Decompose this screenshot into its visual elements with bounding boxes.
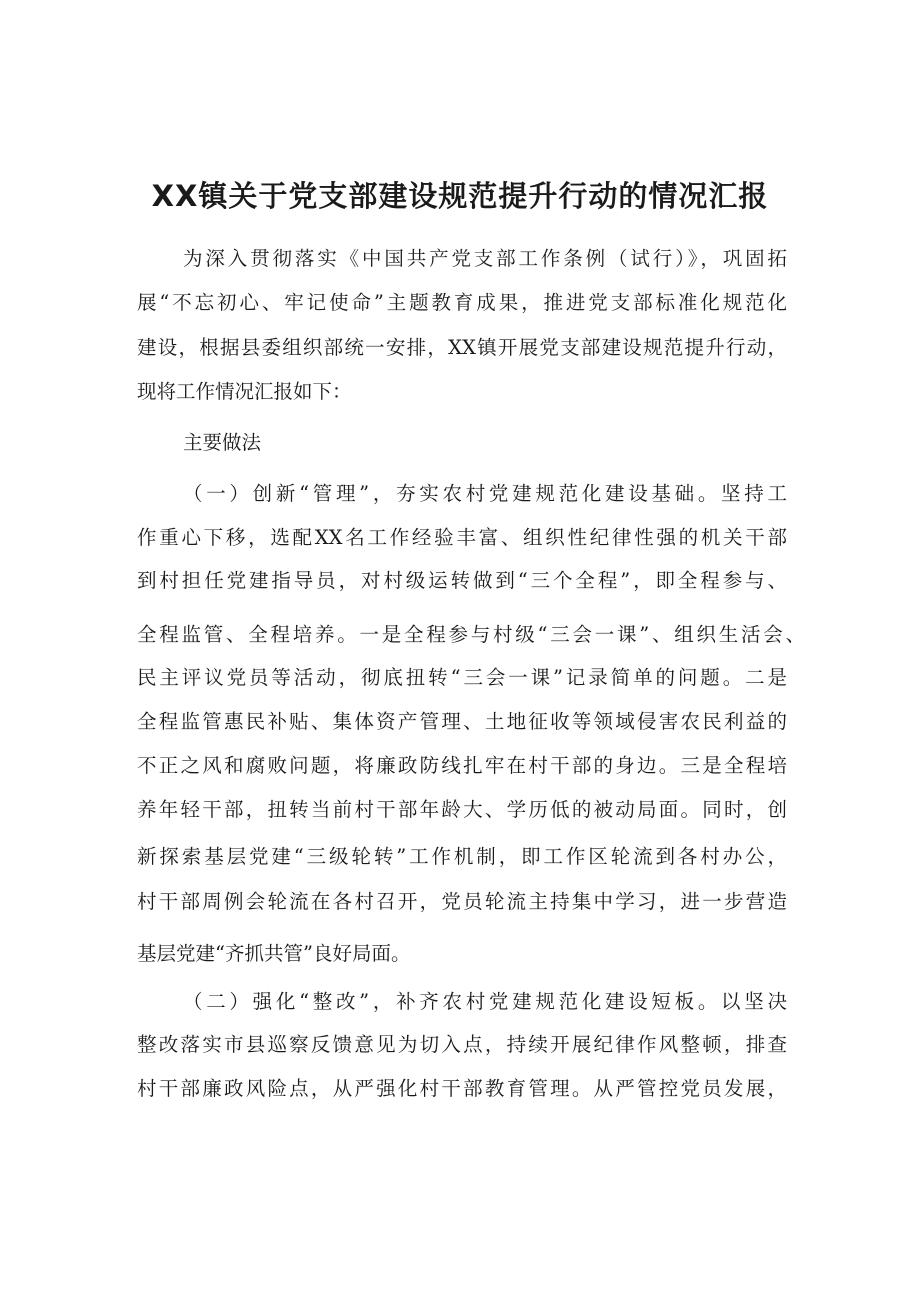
paragraph-one-line-11: 基层党建“齐抓共管”良好局面。	[137, 942, 411, 965]
paragraph-one-line-7: 不正之风和腐败问题，将廉政防线扎牢在村干部的身边。三是全程培	[137, 754, 787, 777]
paragraph-one-line-1: （一）创新“管理”，夯实农村党建规范化建设基础。坚持工	[183, 482, 787, 505]
paragraph-two-line-1: （二）强化“整改”，补齐农村党建规范化建设短板。以坚决	[183, 990, 787, 1013]
intro-line-4: 现将工作情况汇报如下：	[137, 380, 352, 403]
paragraph-one-line-9: 新探索基层党建“三级轮转”工作机制，即工作区轮流到各村办公，	[137, 845, 787, 868]
paragraph-one-line-6: 全程监管惠民补贴、集体资产管理、土地征收等领域侵害农民利益的	[137, 710, 787, 733]
section-heading: 主要做法	[183, 431, 262, 454]
paragraph-one-line-8: 养年轻干部，扭转当前村干部年龄大、学历低的被动局面。同时，创	[137, 798, 787, 821]
paragraph-one-line-4: 全程监管、全程培养。一是全程参与村级“三会一课”、组织生活会、	[137, 623, 805, 646]
intro-line-2: 展“不忘初心、牢记使命”主题教育成果，推进党支部标准化规范化	[137, 291, 787, 314]
paragraph-two-line-3: 村干部廉政风险点，从严强化村干部教育管理。从严管控党员发展，	[137, 1077, 787, 1100]
paragraph-one-line-10: 村干部周例会轮流在各村召开，党员轮流主持集中学习，进一步营造	[137, 890, 787, 913]
document-title: XX镇关于党支部建设规范提升行动的情况汇报	[151, 179, 769, 213]
intro-line-3: 建设，根据县委组织部统一安排，XX镇开展党支部建设规范提升行动，	[137, 336, 787, 359]
paragraph-two-line-2: 整改落实市县巡察反馈意见为切入点，持续开展纪律作风整顿，排查	[137, 1033, 787, 1056]
paragraph-one-line-2: 作重心下移，选配XX名工作经验丰富、组织性纪律性强的机关干部	[137, 526, 787, 549]
paragraph-one-line-5: 民主评议党员等活动，彻底扭转“三会一课”记录简单的问题。二是	[137, 666, 787, 689]
paragraph-one-line-3: 到村担任党建指导员，对村级运转做到“三个全程”，即全程参与、	[137, 569, 787, 592]
intro-line-1: 为深入贯彻落实《中国共产党支部工作条例（试行）》，巩固拓	[183, 247, 787, 270]
